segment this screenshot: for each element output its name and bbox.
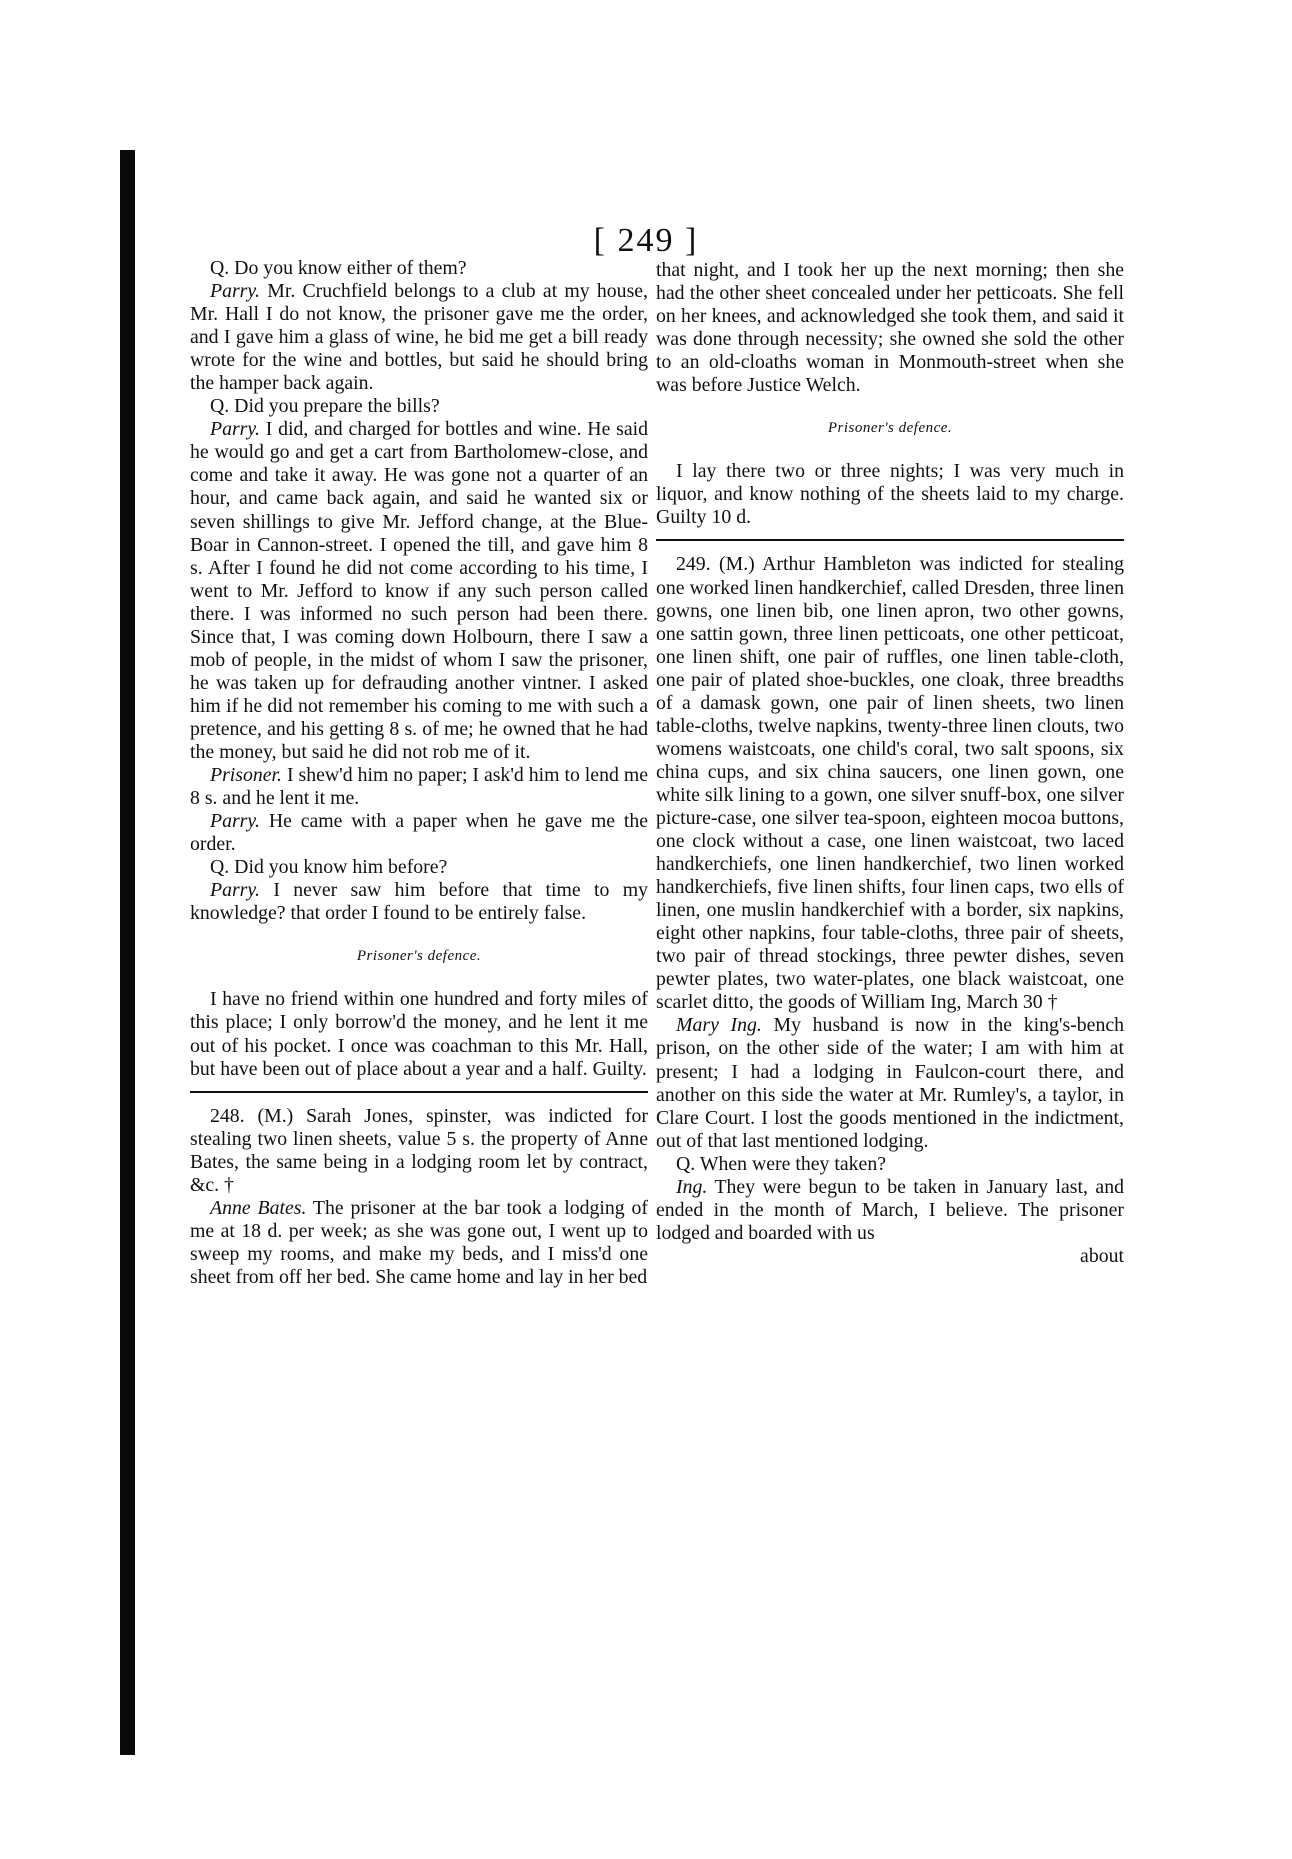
paragraph [190, 856, 648, 879]
paragraph-text: I did, and charged for bottles and wine. He said he would go and get a cart from Bartholomew-close, and come and take it away. He was gone not a quarter of an hour, and came back again, and said he wanted six or seven shillings to give Mr. Jefford change, at the Blue-Boar in Cannon-street. I opened the till, and gave him 8 s. After I found he did not come according to his time, I went to Mr. Jefford to know if any such person called there. I was informed no such person had been there. Since that, I was coming down Holbourn, there I saw a mob of people, in the midst of whom I saw the prisoner, he was taken up for defrauding another vintner. I asked him if he did not remember his coming to me with such a pretence, and his getting 8 s. of me; he owned that he had the money, but said he did not rob me of it. [190, 418, 648, 763]
paragraph [656, 1176, 1124, 1245]
paragraph-text: Q. When were they taken? [676, 1152, 886, 1175]
catchword: about [1080, 1244, 1124, 1267]
paragraph-text: I shew'd him no paper; I ask'd him to lend me 8 s. and he lent it me. [190, 764, 648, 810]
paragraph-text: I never saw him before that time to my knowledge? that order I found to be entirely false. [190, 879, 648, 925]
paragraph-text: They were begun to be taken in January last, and ended in the month of March, I believe. The prisoner lodged and boarded with us [656, 1175, 1124, 1244]
speaker-name: Parry. [210, 810, 261, 833]
speaker-name: Parry. [210, 280, 261, 303]
paragraph [190, 764, 648, 810]
speaker-name: Parry. [210, 879, 261, 902]
paragraph [656, 1153, 1124, 1176]
paragraph-text: that night, and I took her up the next morning; then she had the other sheet concealed under her petticoats. She fell on her knees, and acknowledged she took them, and said it was done through necessity; she owned she sold the other to an old-cloaths woman in Monmouth-street when she was before Justice Welch. [656, 259, 1124, 397]
paragraph-text: Q. Did you prepare the bills? [210, 395, 440, 418]
speaker-name: Mary Ing. [676, 1014, 762, 1037]
paragraph [656, 1014, 1124, 1152]
paragraph [190, 988, 648, 1080]
paragraph [190, 257, 648, 280]
paragraph [656, 553, 1124, 1014]
paragraph-text: Q. Did you know him before? [210, 856, 448, 879]
paragraph-text: 249. (M.) Arthur Hambleton was indicted for stealing one worked linen handkerchief, called Dresden, three linen gowns, one linen bib, one linen apron, two other gowns, one sattin gown, three linen petticoats, one other petticoat, one linen shift, one pair of ruffles, one linen table-cloth, one pair of plated shoe-buckles, one cloak, three breadths of a damask gown, one pair of linen sheets, two linen table-cloths, twelve napkins, twenty-three linen clouts, two womens waistcoats, one child's coral, two salt spoons, six china cups, and six china saucers, one linen gown, one white silk lining to a gown, one silver snuff-box, one silver picture-case, one silver tea-spoon, eighteen mocoa buttons, one clock without a case, one linen waistcoat, two laced handkerchiefs, one linen handkerchief, two linen worked handkerchiefs, five linen shifts, four linen caps, two ells of linen, one muslin handkerchief with a border, six napkins, eight other napkins, four table-cloths, three pair of sheets, two pair of thread stockings, three pewter dishes, seven pewter plates, two water-plates, one black waistcoat, one scarlet ditto, the goods of William Ing, March 30 † [656, 553, 1124, 1014]
speaker-name: Anne Bates. [210, 1196, 307, 1219]
paragraph [656, 460, 1124, 529]
paragraph [190, 1197, 648, 1289]
section-heading: Prisoner's defence. [827, 420, 953, 437]
section-heading: Prisoner's defence. [356, 948, 482, 965]
paragraph [190, 395, 648, 418]
speaker-name: Prisoner. [210, 764, 282, 787]
section-rule [656, 539, 1124, 541]
paragraph-text: 248. (M.) Sarah Jones, spinster, was indicted for stealing two linen sheets, value 5 s. the property of Anne Bates, the same being in a lodging room let by contract, &c. † [190, 1104, 648, 1196]
paragraph-text: Mr. Cruchfield belongs to a club at my house, Mr. Hall I do not know, the prisoner gave me the order, and I gave him a glass of wine, he bid me get a bill ready wrote for the wine and bottles, but said he should bring the hamper back again. [190, 280, 648, 395]
paragraph-text: I have no friend within one hundred and forty miles of this place; I only borrow'd the money, and he lent it me out of his pocket. I once was coachman to this Mr. Hall, but have been out of place about a year and a half. Guilty. [190, 988, 648, 1080]
paragraph [190, 810, 648, 856]
section-rule [190, 1091, 648, 1093]
paragraph [190, 1105, 648, 1197]
paragraph [190, 418, 648, 764]
binding-edge [120, 150, 135, 1755]
paragraph [190, 879, 648, 925]
page-number: [ 249 ] [593, 222, 699, 259]
left-column [190, 257, 648, 1289]
paragraph-text: Q. Do you know either of them? [210, 257, 467, 279]
paragraph [656, 259, 1124, 397]
paragraph [190, 280, 648, 395]
paragraph-text: I lay there two or three nights; I was very much in liquor, and know nothing of the sheets laid to my charge. Guilty 10 d. [656, 460, 1124, 529]
right-column [656, 259, 1124, 1268]
paragraph-text: The prisoner at the bar took a lodging of me at 18 d. per week; as she was gone out, I went up to sweep my rooms, and make my beds, and I miss'd one sheet from off her bed. She came home and lay in her bed [190, 1196, 648, 1288]
speaker-name: Parry. [210, 418, 261, 441]
paragraph-text: My husband is now in the king's-bench prison, on the other side of the water; I am with him at present; I had a lodging in Faulcon-court there, and another on this side the water at Mr. Rumley's, a taylor, in Clare Court. I lost the goods mentioned in the indictment, out of that last mentioned lodging. [656, 1014, 1125, 1152]
paragraph-text: He came with a paper when he gave me the order. [190, 810, 648, 856]
speaker-name: Ing. [676, 1175, 708, 1198]
